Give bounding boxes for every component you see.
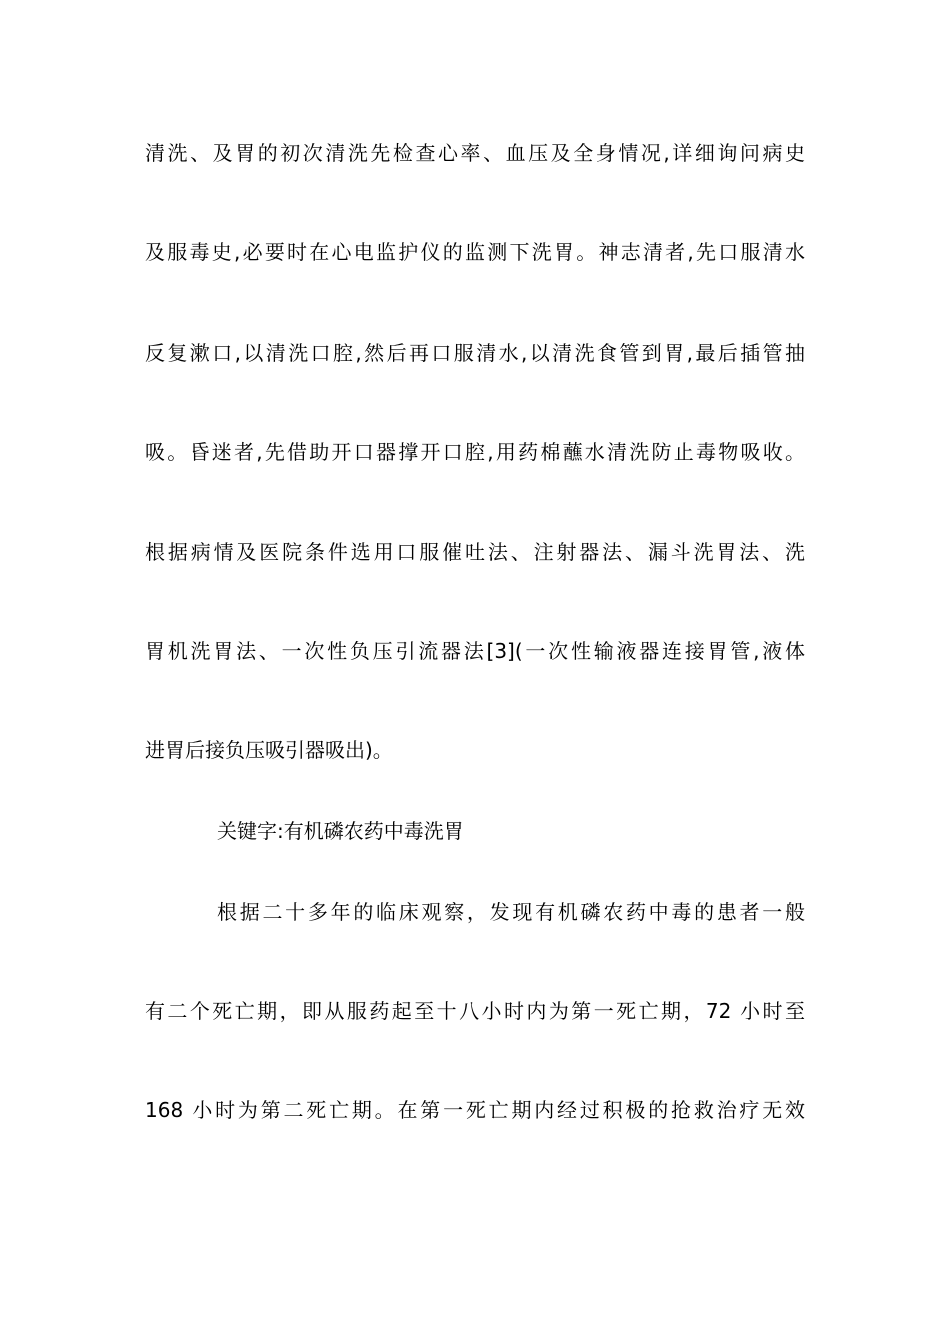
paragraph-line: 根据二十多年的临床观察，发现有机磷农药中毒的患者一般 (217, 900, 805, 924)
paragraph-line: 168 小时为第二死亡期。在第一死亡期内经过积极的抢救治疗无效 (145, 1098, 805, 1122)
paragraph-line: 根据病情及医院条件选用口服催吐法、注射器法、漏斗洗胃法、洗 (145, 540, 805, 564)
paragraph-line: 清洗、及胃的初次清洗先检查心率、血压及全身情况,详细询问病史 (145, 141, 805, 165)
paragraph-line: 有二个死亡期，即从服药起至十八小时内为第一死亡期，72 小时至 (145, 999, 805, 1023)
paragraph-line: 进胃后接负压吸引器吸出)。 (145, 738, 393, 762)
paragraph-line: 反复漱口,以清洗口腔,然后再口服清水,以清洗食管到胃,最后插管抽 (145, 341, 805, 365)
keywords-line: 关键字:有机磷农药中毒洗胃 (217, 819, 464, 843)
paragraph-line: 胃机洗胃法、一次性负压引流器法[3](一次性输液器连接胃管,液体 (145, 639, 805, 663)
paragraph-line: 吸。昏迷者,先借助开口器撑开口腔,用药棉蘸水清洗防止毒物吸收。 (145, 440, 805, 464)
paragraph-line: 及服毒史,必要时在心电监护仪的监测下洗胃。神志清者,先口服清水 (145, 240, 805, 264)
